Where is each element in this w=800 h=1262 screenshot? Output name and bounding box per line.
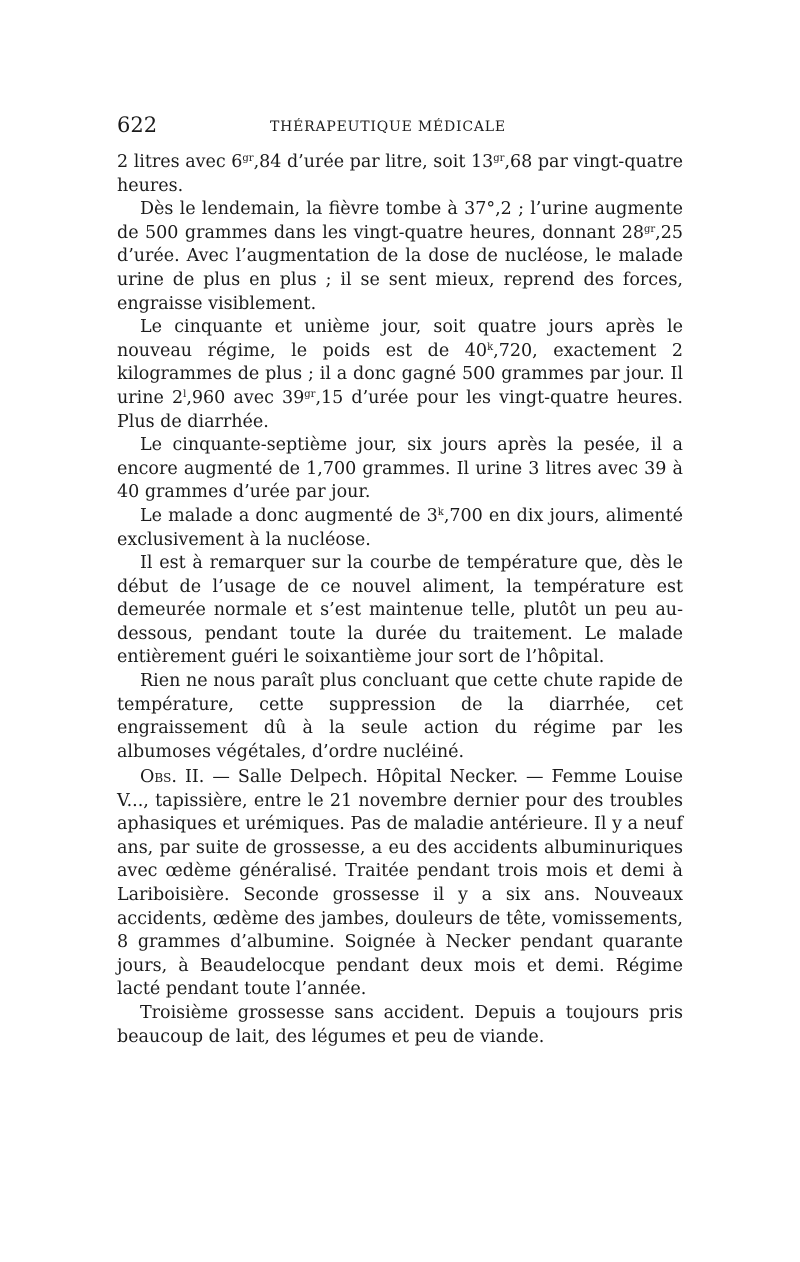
paragraph xyxy=(117,552,683,670)
text-run: 2 litres avec 6 xyxy=(117,152,243,172)
text-run: ,84 d’urée par litre, soit 13 xyxy=(253,152,494,172)
text-run: Le cinquante-septième jour, six jours après la pesée, il a encore augmenté de 1,700 grammes. Il urine 3 litres avec 39 à 40 grammes d’urée par jour. xyxy=(117,435,683,503)
unit-superscript: gr xyxy=(242,153,254,164)
text-run: Rien ne nous paraît plus concluant que cette chute rapide de température, cette suppression de la diarrhée, cet engraissement dû à la seule action du régime par les albumoses végétales, d’ordre nucléiné. xyxy=(117,671,683,762)
text-run: ,700 en dix jours, alimenté exclusivement à la nucléose. xyxy=(117,505,683,550)
unit-superscript: k xyxy=(437,506,444,518)
observation-label: Obs. II. xyxy=(140,767,205,787)
page-number: 622 xyxy=(117,113,158,137)
paragraph xyxy=(117,151,683,198)
unit-superscript: gr xyxy=(643,223,656,235)
text-run: ,960 avec 39 xyxy=(186,387,305,408)
page-header xyxy=(117,113,683,143)
text-run: ,25 d’urée. Avec l’augmentation de la dose de nucléose, le malade urine de plus en plus ; il se sent mieux, reprend des forces, engraisse visiblement. xyxy=(117,222,683,314)
paragraph xyxy=(117,670,683,764)
unit-superscript: l xyxy=(183,388,187,400)
paragraph xyxy=(117,766,683,1002)
text-run: ,68 par vingt-quatre heures. xyxy=(117,152,683,196)
text-run: ,15 d’urée pour les vingt-quatre heures. Plus de diarrhée. xyxy=(117,387,683,432)
paragraph xyxy=(117,1002,683,1049)
text-run: Troisième grossesse sans accident. Depuis a toujours pris beaucoup de lait, des légumes et peu de viande. xyxy=(117,1002,683,1047)
paragraph xyxy=(117,198,683,316)
unit-superscript: k xyxy=(487,341,494,353)
unit-superscript: gr xyxy=(493,153,505,164)
text-run: — Salle Delpech. Hôpital Necker. — Femme Louise V..., tapissière, entre le 21 novembre dernier pour des troubles aphasiques et urémiques. Pas de maladie antérieure. Il y a neuf ans, par suite de grossesse, a eu des accidents albuminuriques avec œdème généralisé. Traitée pendant trois mois et demi à Lariboisière. Seconde grossesse il y a six ans. Nouveaux accidents, œdème des jambes, douleurs de tête, vomissements, 8 grammes d’albumine. Soignée à Necker pendant quarante jours, à Beaudelocque pendant deux mois et demi. Régime lacté pendant toute l’année. xyxy=(117,767,683,1000)
paragraph xyxy=(117,316,683,434)
unit-superscript: gr xyxy=(304,388,316,400)
running-title: THÉRAPEUTIQUE MÉDICALE xyxy=(270,119,506,135)
main-text-block xyxy=(117,151,683,764)
text-run: Le cinquante et unième jour, soit quatre jours après le nouveau régime, le poids est de 40 xyxy=(117,317,683,361)
text-run: Le malade a donc augmenté de 3 xyxy=(140,505,438,526)
text-run: ,720, exactement 2 kilogrammes de plus ; il a donc gagné 500 grammes par jour. Il urine 2 xyxy=(117,340,683,408)
text-run: Dès le lendemain, la fièvre tombe à 37°,2 ; l’urine augmente de 500 grammes dans les vingt-quatre heures, donnant 28 xyxy=(117,199,683,243)
paragraph xyxy=(117,434,683,505)
text-run: Il est à remarquer sur la courbe de température que, dès le début de l’usage de ce nouvel aliment, la température est demeurée normale et s’est maintenue telle, plutôt un peu au-dessous, pendant toute la durée du traitement. Le malade entièrement guéri le soixantième jour sort de l’hôpital. xyxy=(117,553,683,668)
paragraph xyxy=(117,505,683,552)
observation-block xyxy=(117,766,683,1049)
